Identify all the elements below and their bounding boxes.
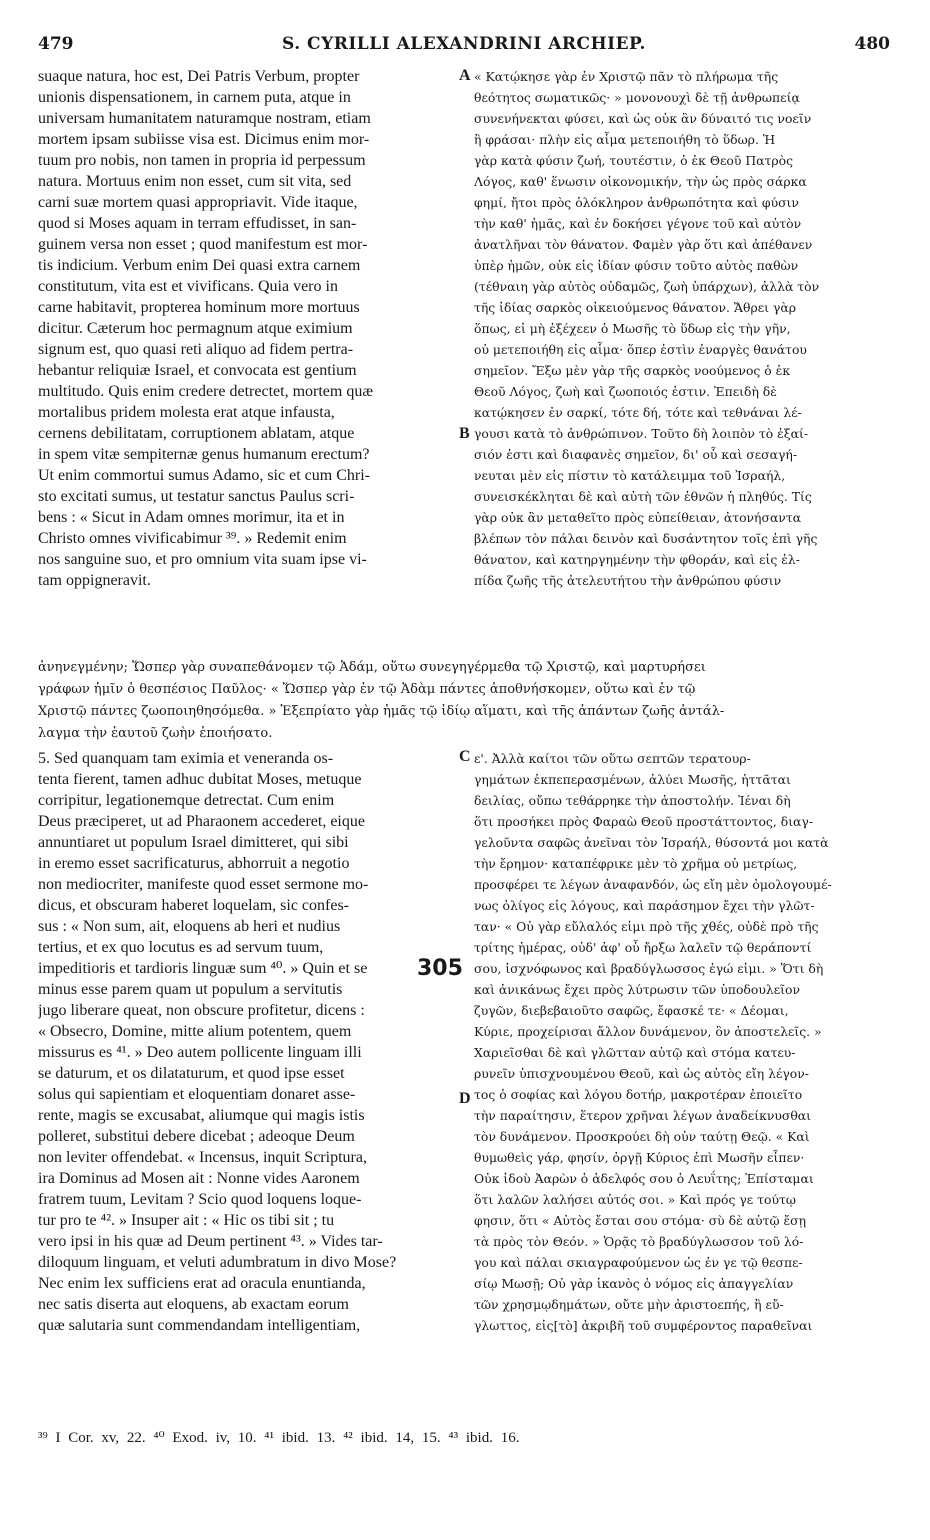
text-line: φησιν, ὅτι « Αὐτὸς ἔσται σου στόμα· σὺ δὲ αὐτῷ ἔσῃ — [474, 1213, 807, 1228]
text-line: tam oppigneravit. — [38, 572, 151, 589]
text-line: οὐ μετεποιήθη εἰς αἷμα· ὅπερ ἐστὶν ἐναργὲς θανάτου — [474, 342, 807, 357]
text-line: βλέπων τὸν πάλαι δεινὸν καὶ δυσάντητον τοῖς ἐπὶ γῆς — [474, 531, 818, 546]
text-line: τῶν χρησμῳδημάτων, οὔτε μὴν ἀριστοεπής, ἢ εὔ- — [474, 1297, 784, 1312]
text-line: προσφέρει τε λέγων ἀναφανδόν, ὡς εἴη μὲν ὀμολογουμέ- — [474, 877, 832, 892]
text-line: Nec enim lex sufficiens erat ad oracula enuntianda, — [38, 1275, 366, 1292]
text-line: ταν· « Οὐ γὰρ εὔλαλός εἰμι πρὸ τῆς χθές, οὐδὲ πρὸ τῆς — [474, 919, 819, 934]
text-line: ἀνηνεγμένην; Ὥσπερ γὰρ συναπεθάνομεν τῷ Ἀδάμ, οὕτω συνεγηγέρμεθα τῷ Χριστῷ, καὶ μαρτυρήσει — [38, 660, 706, 675]
section-marker-d: D — [459, 1090, 471, 1107]
text-line: γημάτων ἐκπεπερασμένων, ἀλύει Μωσῆς, ἡττᾶται — [474, 772, 791, 787]
greek-full-width-passage — [38, 657, 896, 745]
text-line: cernens debilitatam, corruptionem ablatam, atque — [38, 425, 355, 442]
text-line: Οὐκ ἰδοὺ Ἀαρὼν ὁ ἀδελφός σου ὁ Λευΐτης; Ἐπίσταμαι — [474, 1171, 814, 1186]
text-line: ὅπως, εἰ μὴ ἐξέχεεν ὁ Μωσῆς τὸ ὕδωρ εἰς τὴν γῆν, — [474, 321, 791, 336]
text-line: σημεῖον. Ἔξω μὲν γὰρ τῆς σαρκὸς νοούμενος ὁ ἐκ — [474, 363, 791, 378]
page-header — [38, 34, 890, 60]
text-line: θεότητος σωματικῶς· » μονονουχὶ δὲ τῇ ἀνθρωπείᾳ — [474, 90, 800, 105]
page-number-right: 480 — [854, 34, 890, 54]
text-line: solus qui sapientiam et eloquentiam donaret asse- — [38, 1086, 356, 1103]
text-line: γουσι κατὰ τὸ ἀνθρώπινον. Τοῦτο δὴ λοιπὸν τὸ ἐξαί- — [474, 426, 809, 441]
text-line: ἢ φράσαι· πλὴν εἰς αἷμα μετεποιήθη τὸ ὕδωρ. Ἡ — [474, 132, 776, 147]
text-line: minus esse parem quam ut populum a servitutis — [38, 981, 343, 998]
text-line: tur pro te ⁴². » Insuper ait : « Hic os tibi sit ; tu — [38, 1212, 335, 1229]
text-line: συνενήνεκται φύσει, καὶ ὡς οὐκ ἂν δύναιτό τις νοεῖν — [474, 111, 812, 126]
text-line: τὸν δυνάμενον. Προσκρούει δὴ οὐν ταύτῃ Θεῷ. « Καὶ — [474, 1129, 810, 1144]
section-marker-c: C — [459, 748, 471, 765]
text-line: σου, ἰσχνόφωνος καὶ βραδύγλωσσος ἐγώ εἰμι. » Ὅτι δὴ — [474, 961, 824, 976]
text-line: suaque natura, hoc est, Dei Patris Verbum, propter — [38, 68, 360, 85]
text-line: γράφων ἡμῖν ὁ θεσπέσιος Παῦλος· « Ὥσπερ γὰρ ἐν τῷ Ἀδὰμ πάντες ἀποθνήσκομεν, οὕτω καὶ ἐν τῷ — [38, 682, 696, 697]
text-line: τὴν καθ' ἡμᾶς, καὶ ἐν δοκήσει γέγονε τοῦ καὶ αὐτὸν — [474, 216, 802, 231]
text-line: τρίτης ἡμέρας, οὐδ' ἀφ' οὗ ἤρξω λαλεῖν τῷ θεράποντί — [474, 940, 812, 955]
text-line: 5. Sed quanquam tam eximia et veneranda os- — [38, 750, 334, 767]
text-line: νως ὀλίγος εἰς λόγους, καὶ παράσημον ἔχει τὴν γλῶτ- — [474, 898, 815, 913]
text-line: multitudo. Quis enim credere detrectet, mortem quæ — [38, 383, 374, 400]
text-line: ρυνεῖν ὑπισχνουμένου Θεοῦ, καὶ ὡς αὐτὸς εἴη λέγον- — [474, 1066, 809, 1081]
text-line: corripitur, legationemque detrectat. Cum enim — [38, 792, 335, 809]
text-line: Κύριε, προχείρισαι ἄλλον δυνάμενον, ὃν ἀποστελεῖς. » — [474, 1024, 822, 1039]
text-line: natura. Mortuus enim non esset, cum sit vita, sed — [38, 173, 352, 190]
text-line: τος ὁ σοφίας καὶ λόγου δοτήρ, μακροτέραν ἐποιεῖτο — [474, 1087, 803, 1102]
text-line: bens : « Sicut in Adam omnes morimur, ita et in — [38, 509, 345, 526]
text-line: γλωττος, εἰς[τὸ] ἀκριβῆ τοῦ συμφέροντος παραθεῖναι — [474, 1318, 813, 1333]
section-marker-a: A — [459, 67, 471, 84]
text-line: sus : « Non sum, ait, eloquens ab heri et nudius — [38, 918, 341, 935]
text-line: annuntiaret ut populum Israel dimitteret, qui sibi — [38, 834, 349, 851]
text-line: ζυγῶν, διεβεβαιοῦτο σαφῶς, ἔφασκέ τε· « Δέομαι, — [474, 1003, 789, 1018]
text-line: ε'. Ἀλλὰ καίτοι τῶν οὕτω σεπτῶν τερατουρ- — [474, 751, 751, 766]
text-line: « Κατῴκησε γὰρ ἐν Χριστῷ πᾶν τὸ πλήρωμα τῆς — [474, 69, 779, 84]
text-line: φημί, ἤτοι πρὸς ὁλόκληρον ἀνθρωπότητα καὶ φύσιν — [474, 195, 799, 210]
page-number-left: 479 — [38, 34, 74, 54]
text-line: γου καὶ πάλαι σκιαγραφούμενον ὡς ἐν γε τῷ θεσπε- — [474, 1255, 803, 1270]
text-line: τὴν παραίτησιν, ἕτερον χρῆναι λέγων ἀναδείκνυσθαι — [474, 1108, 812, 1123]
text-line: Deus præciperet, ut ad Pharaonem accederet, eique — [38, 813, 365, 830]
text-line: dicitur. Cæterum hoc permagnum atque eximium — [38, 320, 353, 337]
text-line: dicus, et obscuram haberet loquelam, sic confes- — [38, 897, 349, 914]
greek-column-top — [474, 66, 896, 591]
text-line: γελοῦντα σαφῶς ἀνεῖναι τὸν Ἰσραήλ, θύσοντά μοι κατὰ — [474, 835, 829, 850]
text-line: tis indicium. Verbum enim Dei quasi extra carnem — [38, 257, 361, 274]
running-title: S. CYRILLI ALEXANDRINI ARCHIEP. — [282, 34, 646, 54]
text-line: diloquum linguam, et veluti adumbratum in divo Mose? — [38, 1254, 397, 1271]
column-number-305: 305 — [417, 956, 463, 981]
text-line: impeditioris et tardioris linguæ sum ⁴⁰. » Quin et se — [38, 960, 368, 977]
text-line: nec satis diserta aut eloquens, ab exactam eorum — [38, 1296, 349, 1313]
text-line: Θεοῦ Λόγος, ζωὴ καὶ ζωοποιός ἐστιν. Ἐπειδὴ δὲ — [474, 384, 777, 399]
text-line: missurus es ⁴¹. » Deo autem pollicente linguam illi — [38, 1044, 362, 1061]
section-marker-b: B — [459, 425, 470, 442]
text-line: ἀνατλῆναι τὸν θάνατον. Φαμὲν γὰρ ὅτι καὶ ἀπέθανεν — [474, 237, 813, 252]
text-line: σίῳ Μωσῇ; Οὐ γὰρ ἱκανὸς ὁ νόμος εἰς ἀπαγγελίαν — [474, 1276, 794, 1291]
text-line: τῆς ἰδίας σαρκὸς οἰκειούμενος θάνατον. Ἄθρει γὰρ — [474, 300, 797, 315]
text-line: non mediocriter, manifeste quod esset sermone mo- — [38, 876, 369, 893]
text-line: θάνατον, καὶ κατηργημένην τὴν φθοράν, καὶ εἰς ἐλ- — [474, 552, 800, 567]
text-line: polleret, substitui debere dicebat ; adeoque Deum — [38, 1128, 355, 1145]
text-line: in spem vitæ sempiternæ genus humanum erectum? — [38, 446, 370, 463]
text-line: carne habitavit, propterea hominum more mortuus — [38, 299, 360, 316]
text-line: Χαριεῖσθαι δὲ καὶ γλῶτταν αὐτῷ καὶ στόμα κατευ- — [474, 1045, 796, 1060]
text-line: συνεισκέκληται δὲ καὶ αὐτὴ τῶν ἐθνῶν ἡ πληθύς. Τίς — [474, 489, 812, 504]
text-line: ὅτι προσήκει πρὸς Φαραὼ Θεοῦ προστάττοντος, διαγ- — [474, 814, 814, 829]
text-line: καὶ ἀνικάνως ἔχει πρὸς λύτρωσιν τῶν ὑποδουλεῖον — [474, 982, 800, 997]
text-line: guinem versa non esset ; quod manifestum est mor- — [38, 236, 368, 253]
latin-column-bottom — [38, 748, 456, 1336]
text-line: λαγμα τὴν ἑαυτοῦ ζωὴν ἐποιήσατο. — [38, 726, 273, 741]
text-line: « Obsecro, Domine, mitte alium potentem, quem — [38, 1023, 352, 1040]
text-line: constitutum, vita est et vivificans. Quia vero in — [38, 278, 338, 295]
text-line: θυμωθεὶς γάρ, φησίν, ὀργῇ Κύριος ἐπὶ Μωσῆν εἶπεν· — [474, 1150, 805, 1165]
text-line: νευται μὲν εἰς πίστιν τὸ κατάλειμμα τοῦ Ἰσραήλ, — [474, 468, 786, 483]
text-line: κατῴκησεν ἐν σαρκί, τότε δή, τότε καὶ τεθνάναι λέ- — [474, 405, 802, 420]
text-line: τὴν ἔρημον· καταπέφρικε μὲν τὸ χρῆμα οὐ μετρίως, — [474, 856, 798, 871]
text-line: Χριστῷ πάντες ζωοποιηθησόμεθα. » Ἐξεπρίατο γὰρ ἡμᾶς τῷ ἰδίῳ αἵματι, καὶ τῆς ἁπάντων ζωῆς ἀντάλ- — [38, 704, 725, 719]
text-line: universam humanitatem naturamque nostram, etiam — [38, 110, 371, 127]
text-line: vero ipsi in his quæ ad Deum pertinent ⁴³. » Vides tar- — [38, 1233, 383, 1250]
text-line: signum est, quo quasi reti aliquo ad fidem pertra- — [38, 341, 354, 358]
text-line: γὰρ οὐκ ἂν μεταθεῖτο πρὸς εὐπείθειαν, ἀτονήσαντα — [474, 510, 802, 525]
text-line: hebantur reliquiæ Israel, et convocata est gentium — [38, 362, 357, 379]
text-line: tenta fierent, tamen adhuc dubitat Moses, metuque — [38, 771, 362, 788]
text-line: (τέθναιη γὰρ αὐτὸς οὐδαμῶς, ζωὴ ὑπάρχων), ἀλλὰ τὸν — [474, 279, 820, 294]
text-line: in eremo esset sacrificaturus, abhorruit a negotio — [38, 855, 350, 872]
text-line: mortem ipsam subiisse visa est. Dicimus enim mor- — [38, 131, 370, 148]
text-line: γὰρ κατὰ φύσιν ζωή, τουτέστιν, ὁ ἐκ Θεοῦ Πατρὸς — [474, 153, 794, 168]
text-line: Christo omnes vivificabimur ³⁹. » Redemit enim — [38, 530, 347, 547]
text-line: δειλίας, οὔπω τεθάρρηκε τὴν ἀποστολήν. Ἰέναι δὴ — [474, 793, 791, 808]
text-line: jugo liberare queat, non obscure profitetur, dicens : — [38, 1002, 365, 1019]
text-line: non leviter offendebat. « Incensus, inquit Scriptura, — [38, 1149, 367, 1166]
text-line: Ut enim commortui sumus Adamo, sic et cum Chri- — [38, 467, 370, 484]
greek-column-bottom — [474, 748, 896, 1336]
text-line: fratrem tuum, Levitam ? Scio quod loquens loque- — [38, 1191, 362, 1208]
text-line: quod si Moses aquam in terram effudisset, in san- — [38, 215, 357, 232]
text-line: τὰ πρὸς τὸν Θεόν. » Ὁρᾷς τὸ βραδύγλωσσον τοῦ λό- — [474, 1234, 804, 1249]
text-line: rente, magis se excusabat, aliumque qui magis istis — [38, 1107, 365, 1124]
latin-column-top — [38, 66, 456, 591]
text-line: se daturum, et os dilataturum, et quod ipse esset — [38, 1065, 345, 1082]
text-line: Λόγος, καθ' ἕνωσιν οἰκονομικήν, τὴν ὡς πρὸς σάρκα — [474, 174, 807, 189]
text-line: ira Dominus ad Mosen ait : Nonne vides Aaronem — [38, 1170, 360, 1187]
text-line: quæ salutaria sunt commendandam intelligentiam, — [38, 1317, 361, 1334]
text-line: tuum pro nobis, non tamen in propria id perpessum — [38, 152, 366, 169]
text-line: tertius, et ex quo locutus es ad servum tuum, — [38, 939, 324, 956]
text-line: mortalibus pridem molesta erat atque infausta, — [38, 404, 335, 421]
text-line: nos sanguine suo, et pro omnium vita suam ipse vi- — [38, 551, 367, 568]
text-line: unionis dispensationem, in carnem puta, atque in — [38, 89, 351, 106]
footnotes: ³⁹ I Cor. xv, 22. ⁴⁰ Exod. iv, 10. ⁴¹ ibid. 13. ⁴² ibid. 14, 15. ⁴³ ibid. 16. — [38, 1430, 520, 1446]
text-line: ὅτι λαλῶν λαλήσει αὐτός σοι. » Καὶ πρός γε τούτῳ — [474, 1192, 796, 1207]
text-line: πίδα ζωῆς τῆς ἀτελευτήτου τὴν ἀνθρώπου φύσιν — [474, 573, 782, 588]
text-line: carni suæ mortem quasi appropriavit. Vide itaque, — [38, 194, 358, 211]
text-line: σιόν ἐστι καὶ διαφανὲς σημεῖον, δι' οὗ καὶ σεσαγή- — [474, 447, 798, 462]
text-line: sto excitati sumus, ut testatur sanctus Paulus scri- — [38, 488, 355, 505]
text-line: ὑπὲρ ἡμῶν, οὐκ εἰς ἰδίαν φύσιν τοῦτο αὐτὸς παθὼν — [474, 258, 799, 273]
